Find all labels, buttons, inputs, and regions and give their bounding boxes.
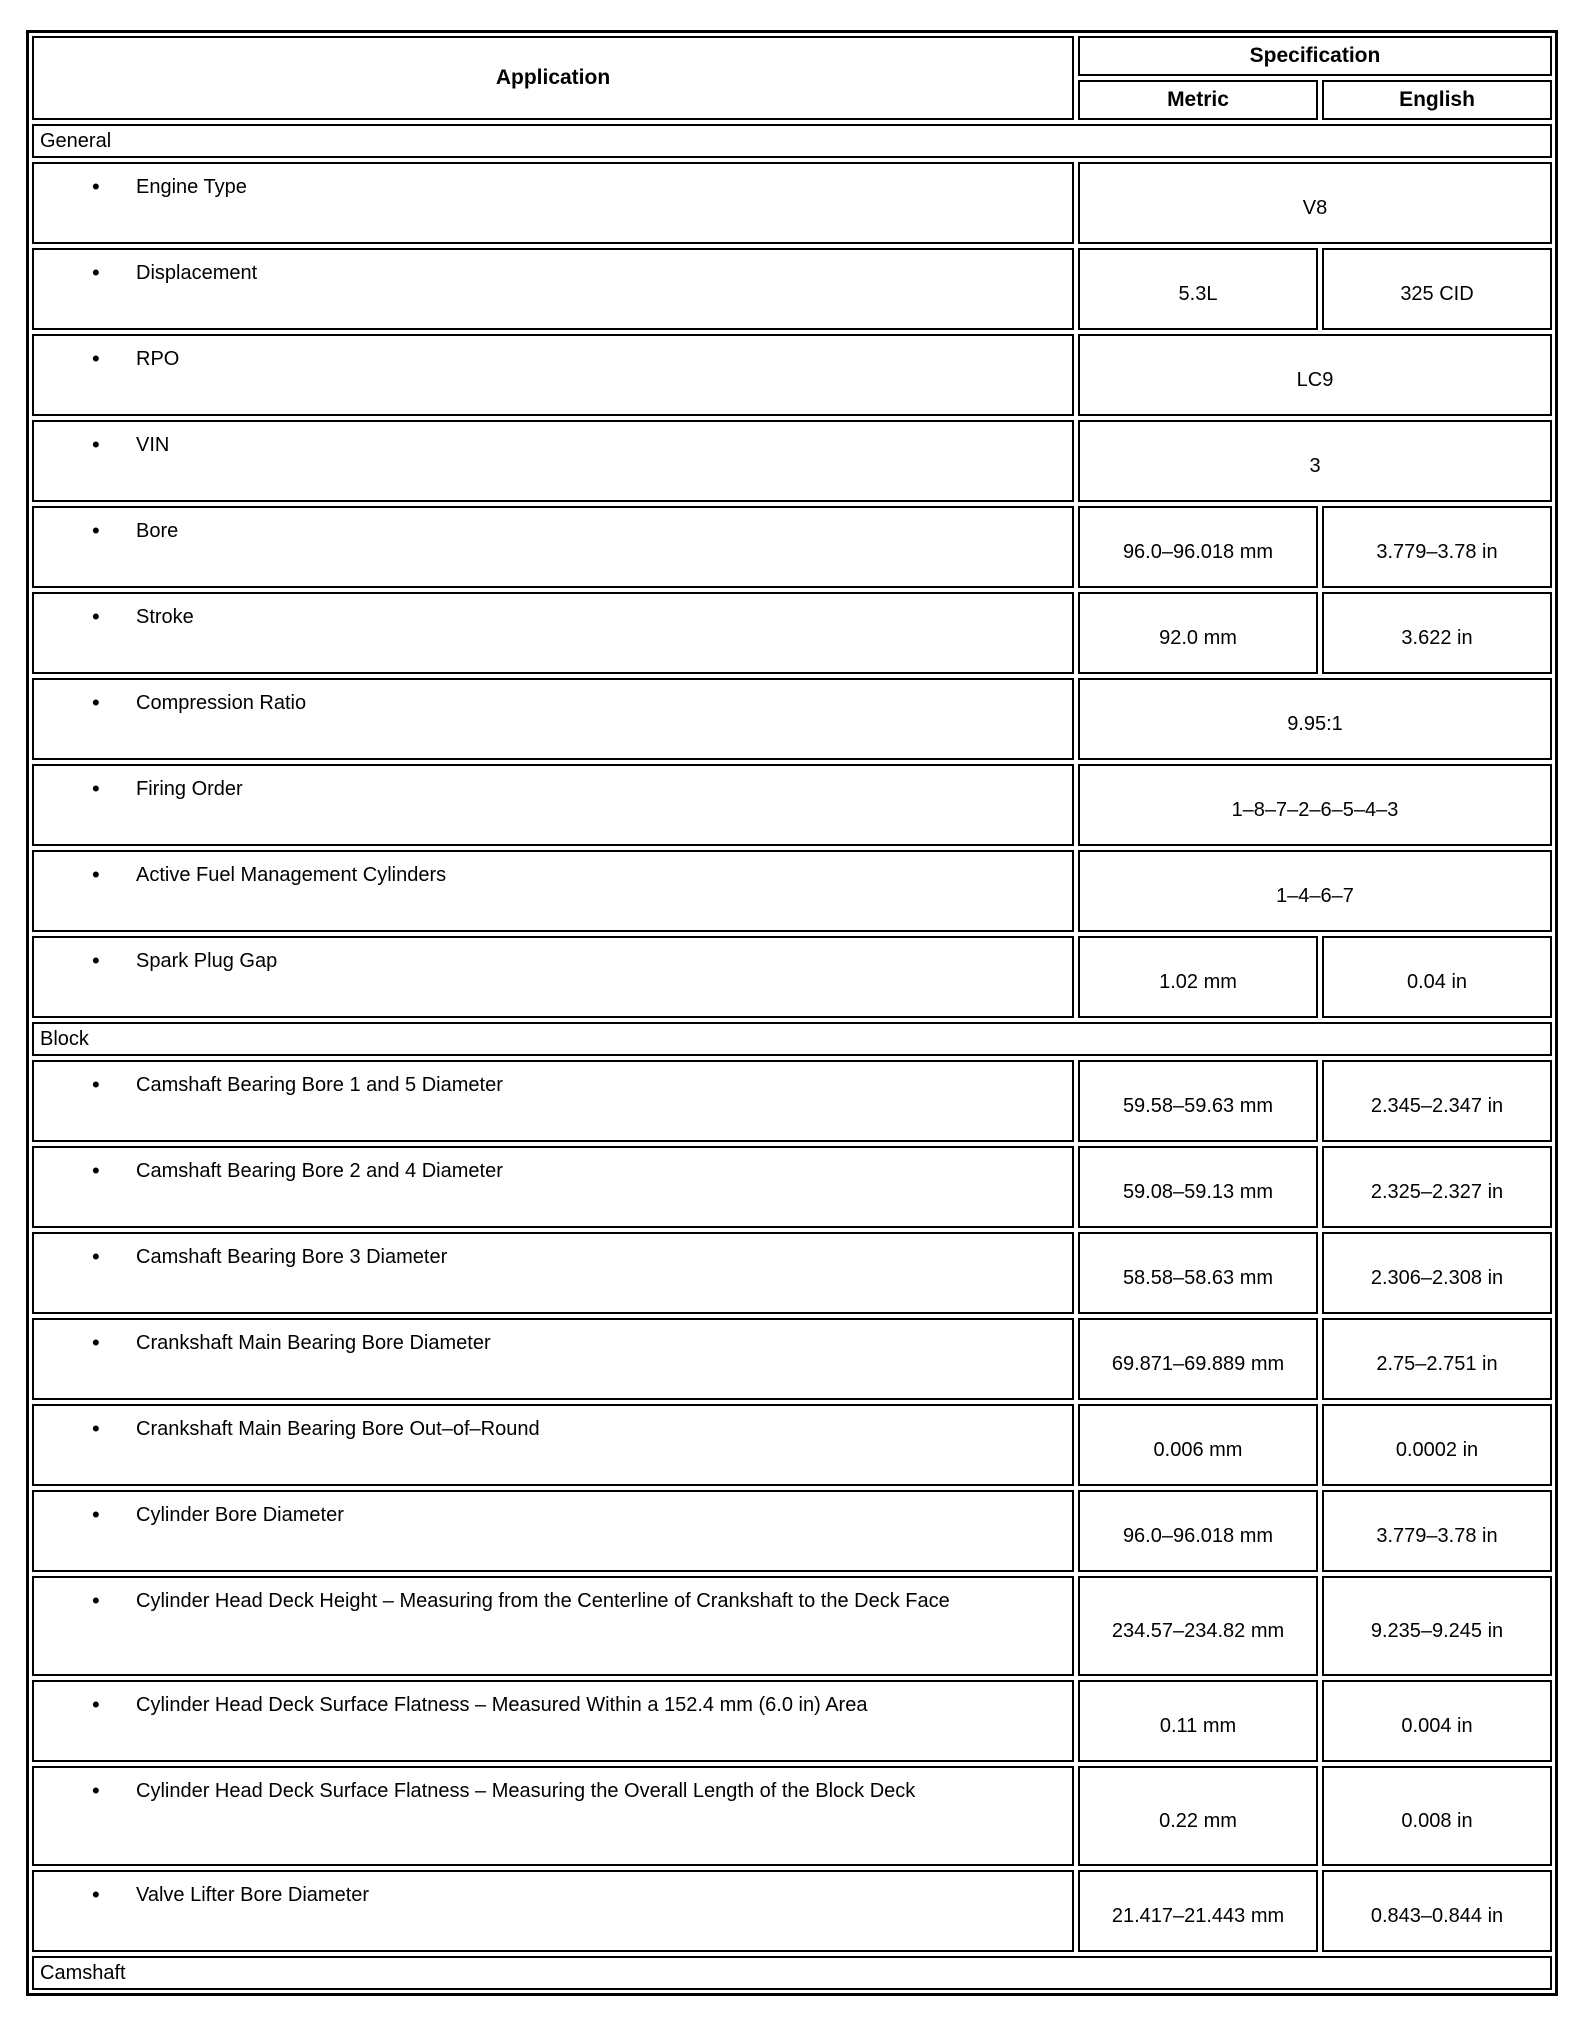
bullet-icon: • (92, 1330, 100, 1355)
table-row (32, 334, 1552, 416)
application-column-header: Application (32, 36, 1074, 120)
english-value-cell: 2.345–2.347 in (1322, 1060, 1552, 1142)
specification-header-group (1078, 36, 1552, 120)
table-row (32, 1766, 1552, 1866)
application-cell (32, 936, 1074, 1018)
specification-subheaders (1078, 80, 1552, 120)
application-cell (32, 850, 1074, 932)
table-row (32, 1232, 1552, 1314)
english-value-cell: 0.008 in (1322, 1766, 1552, 1866)
row-label: Crankshaft Main Bearing Bore Out–of–Round (136, 1418, 540, 1440)
bullet-icon: • (92, 1502, 100, 1527)
bullet-icon: • (92, 690, 100, 715)
application-cell (32, 334, 1074, 416)
row-label: Cylinder Head Deck Surface Flatness – Measured Within a 152.4 mm (6.0 in) Area (136, 1694, 868, 1716)
bullet-icon: • (92, 1072, 100, 1097)
spec-value-cell: LC9 (1078, 334, 1552, 416)
application-cell (32, 248, 1074, 330)
application-cell (32, 1490, 1074, 1572)
table-row (32, 420, 1552, 502)
table-row (32, 1318, 1552, 1400)
application-cell (32, 1680, 1074, 1762)
spec-value-cell: 1–4–6–7 (1078, 850, 1552, 932)
application-cell (32, 1146, 1074, 1228)
bullet-icon: • (92, 432, 100, 457)
application-cell (32, 1232, 1074, 1314)
bullet-icon: • (92, 1588, 100, 1613)
bullet-icon: • (92, 1158, 100, 1183)
row-label: Stroke (136, 606, 194, 628)
application-cell (32, 1766, 1074, 1866)
table-body (32, 124, 1552, 1990)
spec-value-cell: 1–8–7–2–6–5–4–3 (1078, 764, 1552, 846)
metric-value-cell: 59.58–59.63 mm (1078, 1060, 1318, 1142)
bullet-icon: • (92, 518, 100, 543)
table-row (32, 1060, 1552, 1142)
table-row (32, 1404, 1552, 1486)
specification-column-header: Specification (1078, 36, 1552, 76)
spec-value-cell: 9.95:1 (1078, 678, 1552, 760)
application-cell (32, 764, 1074, 846)
row-label: Cylinder Head Deck Surface Flatness – Measuring the Overall Length of the Block Deck (136, 1780, 916, 1802)
metric-value-cell: 5.3L (1078, 248, 1318, 330)
row-label: Camshaft Bearing Bore 2 and 4 Diameter (136, 1160, 503, 1182)
bullet-icon: • (92, 776, 100, 801)
metric-value-cell: 1.02 mm (1078, 936, 1318, 1018)
table-row (32, 1680, 1552, 1762)
spec-value-cell: 3 (1078, 420, 1552, 502)
bullet-icon: • (92, 862, 100, 887)
table-row (32, 1870, 1552, 1952)
row-label: Active Fuel Management Cylinders (136, 864, 447, 886)
english-value-cell: 2.306–2.308 in (1322, 1232, 1552, 1314)
row-label: RPO (136, 348, 180, 370)
english-value-cell: 0.004 in (1322, 1680, 1552, 1762)
row-label: Crankshaft Main Bearing Bore Diameter (136, 1332, 491, 1354)
bullet-icon: • (92, 604, 100, 629)
bullet-icon: • (92, 174, 100, 199)
metric-value-cell: 69.871–69.889 mm (1078, 1318, 1318, 1400)
table-row (32, 1576, 1552, 1676)
table-row (32, 850, 1552, 932)
row-label: Spark Plug Gap (136, 950, 278, 972)
english-value-cell: 325 CID (1322, 248, 1552, 330)
row-label: Engine Type (136, 176, 247, 198)
bullet-icon: • (92, 1244, 100, 1269)
metric-value-cell: 0.006 mm (1078, 1404, 1318, 1486)
bullet-icon: • (92, 1882, 100, 1907)
bullet-icon: • (92, 1692, 100, 1717)
row-label: VIN (136, 434, 170, 456)
application-cell (32, 1576, 1074, 1676)
metric-value-cell: 0.11 mm (1078, 1680, 1318, 1762)
row-label: Camshaft Bearing Bore 3 Diameter (136, 1246, 448, 1268)
metric-value-cell: 96.0–96.018 mm (1078, 506, 1318, 588)
table-row (32, 162, 1552, 244)
bullet-icon: • (92, 948, 100, 973)
bullet-icon: • (92, 1778, 100, 1803)
table-row (32, 1146, 1552, 1228)
english-value-cell: 3.779–3.78 in (1322, 1490, 1552, 1572)
english-value-cell: 3.779–3.78 in (1322, 506, 1552, 588)
row-label: Cylinder Head Deck Height – Measuring from the Centerline of Crankshaft to the Deck Face (136, 1590, 950, 1612)
row-label: Cylinder Bore Diameter (136, 1504, 344, 1526)
english-column-header: English (1322, 80, 1552, 120)
table-row (32, 936, 1552, 1018)
metric-value-cell: 21.417–21.443 mm (1078, 1870, 1318, 1952)
section-header-camshaft: Camshaft (32, 1956, 1552, 1990)
table-row (32, 592, 1552, 674)
metric-value-cell: 96.0–96.018 mm (1078, 1490, 1318, 1572)
english-value-cell: 0.843–0.844 in (1322, 1870, 1552, 1952)
bullet-icon: • (92, 260, 100, 285)
row-label: Bore (136, 520, 179, 542)
row-label: Firing Order (136, 778, 243, 800)
table-row (32, 764, 1552, 846)
english-value-cell: 2.75–2.751 in (1322, 1318, 1552, 1400)
metric-value-cell: 234.57–234.82 mm (1078, 1576, 1318, 1676)
metric-value-cell: 59.08–59.13 mm (1078, 1146, 1318, 1228)
english-value-cell: 9.235–9.245 in (1322, 1576, 1552, 1676)
application-cell (32, 162, 1074, 244)
metric-column-header: Metric (1078, 80, 1318, 120)
spec-value-cell: V8 (1078, 162, 1552, 244)
bullet-icon: • (92, 1416, 100, 1441)
row-label: Camshaft Bearing Bore 1 and 5 Diameter (136, 1074, 503, 1096)
row-label: Compression Ratio (136, 692, 307, 714)
application-cell (32, 592, 1074, 674)
application-cell (32, 420, 1074, 502)
table-row (32, 1490, 1552, 1572)
application-cell (32, 506, 1074, 588)
metric-value-cell: 92.0 mm (1078, 592, 1318, 674)
section-header-block: Block (32, 1022, 1552, 1056)
application-cell (32, 678, 1074, 760)
english-value-cell: 3.622 in (1322, 592, 1552, 674)
table-row (32, 678, 1552, 760)
row-label: Displacement (136, 262, 258, 284)
row-label: Valve Lifter Bore Diameter (136, 1884, 370, 1906)
metric-value-cell: 0.22 mm (1078, 1766, 1318, 1866)
metric-value-cell: 58.58–58.63 mm (1078, 1232, 1318, 1314)
application-cell (32, 1060, 1074, 1142)
bullet-icon: • (92, 346, 100, 371)
table-row (32, 248, 1552, 330)
english-value-cell: 0.04 in (1322, 936, 1552, 1018)
table-header (32, 36, 1552, 120)
engine-specifications-table (26, 30, 1558, 1996)
application-cell (32, 1318, 1074, 1400)
english-value-cell: 2.325–2.327 in (1322, 1146, 1552, 1228)
application-cell (32, 1870, 1074, 1952)
section-header-general: General (32, 124, 1552, 158)
application-cell (32, 1404, 1074, 1486)
english-value-cell: 0.0002 in (1322, 1404, 1552, 1486)
table-row (32, 506, 1552, 588)
